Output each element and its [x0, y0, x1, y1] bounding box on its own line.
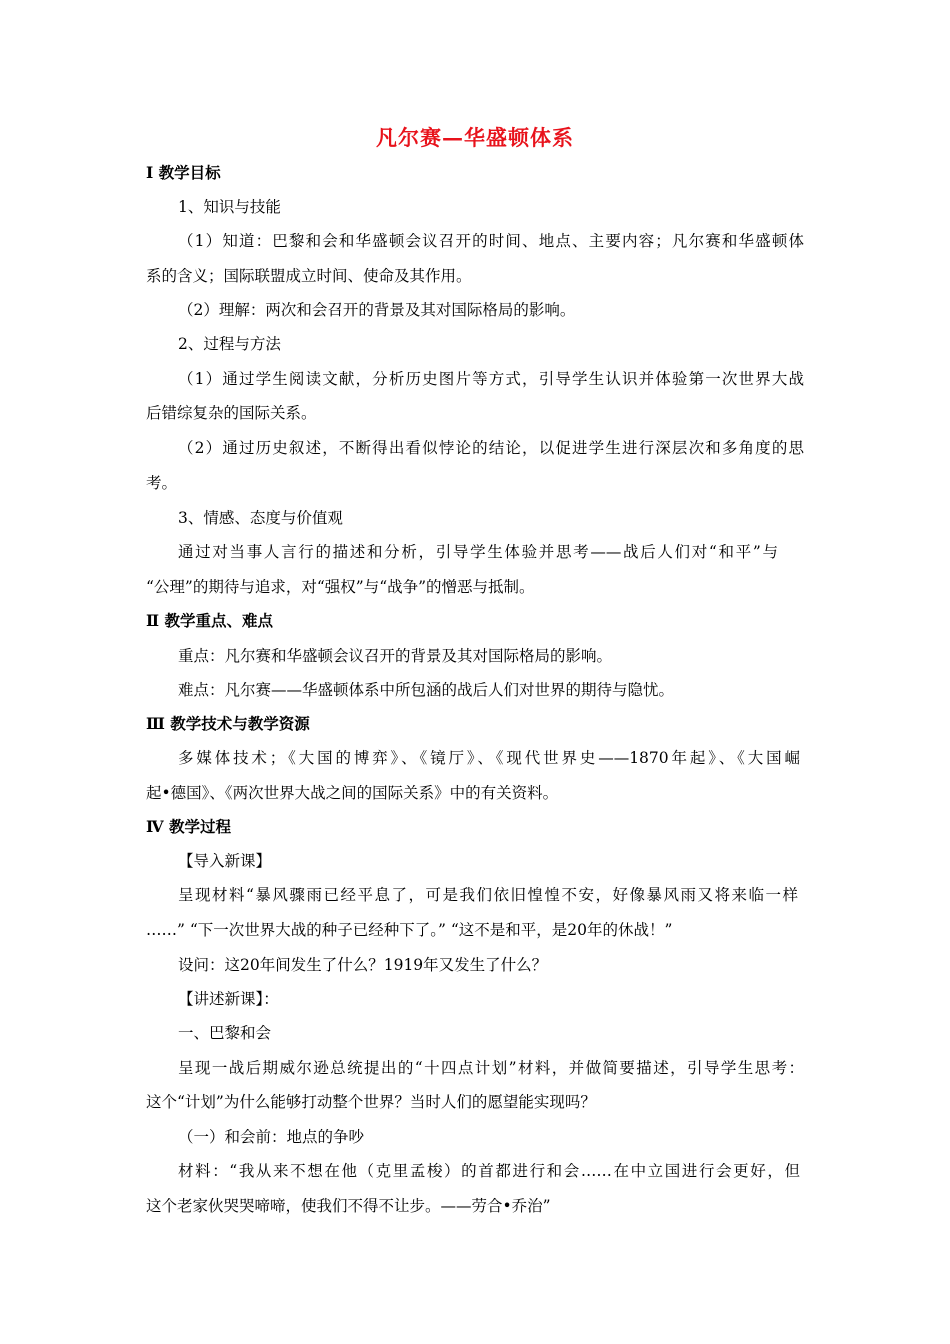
document-title: 凡尔赛—华盛顿体系 — [376, 125, 574, 150]
subheading-knowledge-skills: 1、知识与技能 — [178, 198, 281, 216]
paragraph-line: 呈现材料“暴风骤雨已经平息了，可是我们依旧惶惶不安，好像暴风雨又将来临一样 — [178, 886, 798, 904]
subheading-intro: 【导入新课】 — [178, 852, 272, 870]
paragraph-line: （2）理解：两次和会召开的背景及其对国际格局的影响。 — [178, 301, 576, 319]
paragraph-line: 这个老家伙哭哭啼啼，使我们不得不让步。——劳合•乔治” — [146, 1197, 551, 1215]
section-heading-process: Ⅳ 教学过程 — [146, 817, 231, 836]
subheading-location-dispute: （一）和会前：地点的争吵 — [178, 1128, 365, 1146]
subheading-paris-conference: 一、巴黎和会 — [178, 1024, 272, 1042]
section-heading-resources: Ⅲ 教学技术与教学资源 — [146, 714, 310, 733]
paragraph-line: “公理”的期待与追求，对“强权”与“战争”的憎恶与抵制。 — [146, 578, 535, 596]
paragraph-line: 设问：这20年间发生了什么？1919年又发生了什么？ — [178, 956, 548, 974]
paragraph-line: 重点：凡尔赛和华盛顿会议召开的背景及其对国际格局的影响。 — [178, 647, 613, 665]
paragraph-line: 考。 — [146, 474, 178, 492]
section-heading-key-points: Ⅱ 教学重点、难点 — [146, 611, 273, 630]
paragraph-line: 呈现一战后期威尔逊总统提出的“十四点计划”材料，并做简要描述，引导学生思考： — [178, 1059, 804, 1077]
subheading-new-lesson: 【讲述新课】： — [178, 990, 279, 1008]
paragraph-line: （1）通过学生阅读文献，分析历史图片等方式，引导学生认识并体验第一次世界大战 — [178, 370, 804, 388]
paragraph-line: （2）通过历史叙述，不断得出看似悖论的结论，以促进学生进行深层次和多角度的思 — [178, 439, 804, 457]
subheading-emotion-values: 3、情感、态度与价值观 — [178, 509, 343, 527]
paragraph-line: 起•德国》、《两次世界大战之间的国际关系》中的有关资料。 — [146, 784, 559, 802]
paragraph-line: 多媒体技术；《大国的博弈》、《镜厅》、《现代世界史——1870年起》、《大国崛 — [178, 749, 800, 767]
subheading-process-method: 2、过程与方法 — [178, 335, 281, 353]
paragraph-line: 后错综复杂的国际关系。 — [146, 404, 317, 422]
paragraph-line: 这个“计划”为什么能够打动整个世界？当时人们的愿望能实现吗？ — [146, 1093, 596, 1111]
section-heading-objectives: Ⅰ 教学目标 — [146, 163, 221, 182]
paragraph-line: （1）知道：巴黎和会和华盛顿会议召开的时间、地点、主要内容；凡尔赛和华盛顿体 — [178, 232, 804, 250]
paragraph-line: 难点：凡尔赛——华盛顿体系中所包涵的战后人们对世界的期待与隐忧。 — [178, 681, 675, 699]
paragraph-line: ……” “下一次世界大战的种子已经种下了。” “这不是和平，是20年的休战！” — [146, 921, 673, 939]
paragraph-line: 通过对当事人言行的描述和分析，引导学生体验并思考——战后人们对“和平”与 — [178, 543, 778, 561]
paragraph-line: 系的含义；国际联盟成立时间、使命及其作用。 — [146, 267, 472, 285]
paragraph-line: 材料：“我从来不想在他（克里孟梭）的首都进行和会……在中立国进行会更好，但 — [178, 1162, 800, 1180]
